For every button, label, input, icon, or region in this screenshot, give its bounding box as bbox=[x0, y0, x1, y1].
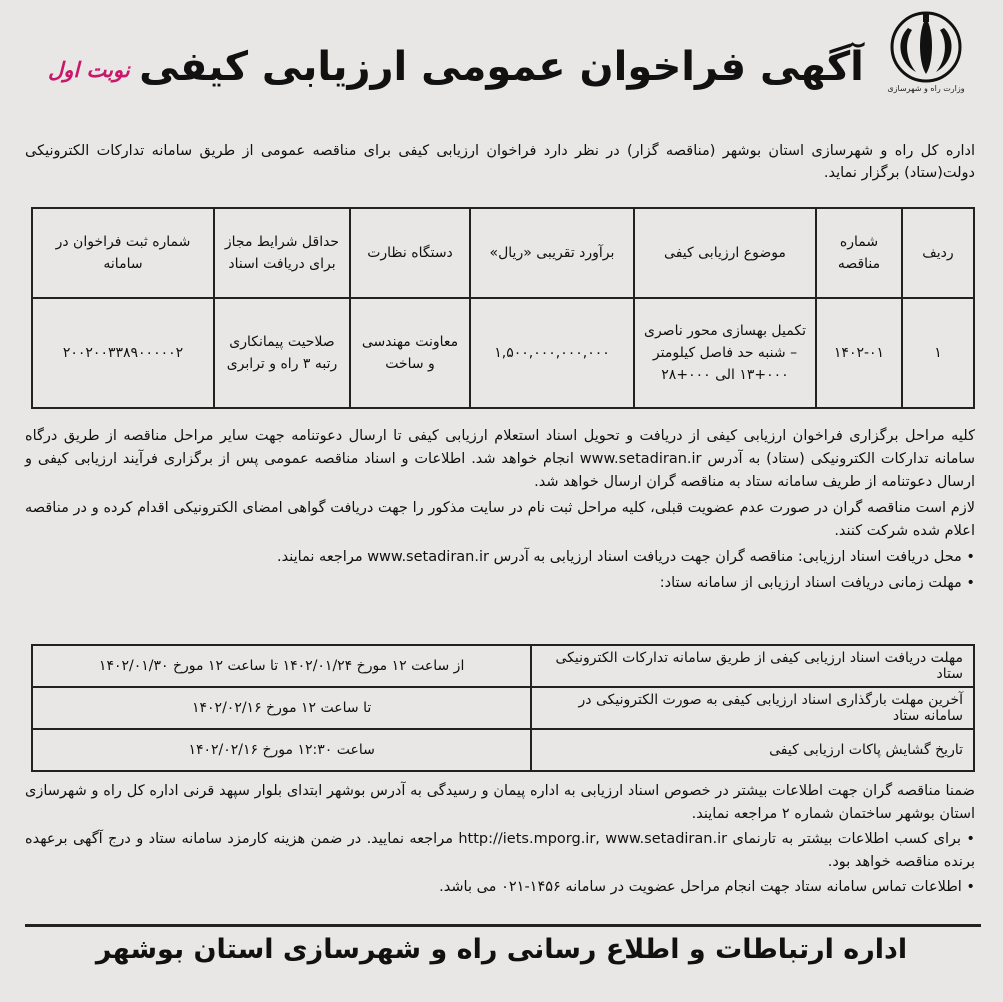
procedure-paragraph: کلیه مراحل برگزاری فراخوان ارزیابی کیفی از دریافت و تحویل اسناد استعلام ارزیابی کیفی تا ارسال دعوتنامه جهت سایر مراحل مناقصه از طریق درگاه سامانه تدارکات الکترونیکی (ستاد) به آدرس www.setadiran.ir انجام خواهد شد. اطلاعات و اسناد مناقصه عمومی پس از برگزاری فرآیند ارزیابی کیفی و ارسال دعوتنامه از طریف سامانه ستاد به مناقصه گران ارسال خواهد شد. bbox=[25, 428, 975, 490]
logo-caption: وزارت راه و شهرسازی bbox=[887, 84, 965, 93]
dates-table bbox=[31, 644, 975, 772]
date-label: آخرین مهلت بارگذاری اسناد ارزیابی کیفی به صورت الکترونیکی در سامانه ستاد bbox=[531, 687, 974, 729]
header-min-requirement: حداقل شرایط مجاز برای دریافت اسناد bbox=[214, 208, 350, 298]
contact-address-paragraph: ضمنا مناقصه گران جهت اطلاعات بیشتر در خصوص اسناد ارزیابی به اداره پیمان و رسیدگی به آدرس بوشهر ابتدای بلوار سپهد قرنی اداره کل راه و شهرسازی استان بوشهر ساختمان شماره ۲ مراجعه نمایند. bbox=[25, 783, 975, 822]
footer-text bbox=[25, 780, 975, 901]
table-row bbox=[32, 645, 974, 687]
cell-registration-number: ۲۰۰۲۰۰۳۳۸۹۰۰۰۰۰۲ bbox=[32, 298, 214, 408]
header-supervisor: دستگاه نظارت bbox=[350, 208, 470, 298]
date-label: مهلت دریافت اسناد ارزیابی کیفی از طریق سامانه تدارکات الکترونیکی ستاد bbox=[531, 645, 974, 687]
cell-tender-number: ۱۴۰۲-۰۱ bbox=[816, 298, 902, 408]
more-info-bullet: • برای کسب اطلاعات بیشتر به تارنمای http://iets.mporg.ir, www.setadiran.ir مراجعه نمایید. در ضمن هزینه کارمزد سامانه ستاد و درج آگهی برعهده برنده مناقصه خواهد بود. bbox=[25, 828, 975, 874]
date-value: ساعت ۱۲:۳۰ مورخ ۱۴۰۲/۰۲/۱۶ bbox=[32, 729, 531, 771]
documents-location-bullet: • محل دریافت اسناد ارزیابی: مناقصه گران جهت دریافت اسناد ارزیابی به آدرس www.setadiran.ir مراجعه نمایند. bbox=[25, 546, 975, 569]
registration-paragraph: لازم است مناقصه گران در صورت عدم عضویت قبلی، کلیه مراحل ثبت نام در سایت مذکور را جهت دریافت گواهی امضای الکترونیکی اقدام کرده و در مناقصه اعلام شده شرکت کنند. bbox=[25, 500, 975, 539]
date-value: تا ساعت ۱۲ مورخ ۱۴۰۲/۰۲/۱۶ bbox=[32, 687, 531, 729]
date-value: از ساعت ۱۲ مورخ ۱۴۰۲/۰۱/۲۴ تا ساعت ۱۲ مورخ ۱۴۰۲/۰۱/۳۰ bbox=[32, 645, 531, 687]
documents-deadline-bullet: • مهلت زمانی دریافت اسناد ارزیابی از سامانه ستاد: bbox=[25, 572, 975, 595]
intro-paragraph: اداره کل راه و شهرسازی استان بوشهر (مناقصه گزار) در نظر دارد فراخوان ارزیابی کیفی برای مناقصه عمومی از طریق سامانه تدارکات الکترونیکی دولت(ستاد) برگزار نماید. bbox=[25, 143, 975, 181]
tender-table bbox=[31, 207, 975, 409]
header-estimate: برآورد تقریبی «ریال» bbox=[470, 208, 634, 298]
date-label: تاریخ گشایش پاکات ارزیابی کیفی bbox=[531, 729, 974, 771]
notice-title: آگهی فراخوان عمومی ارزیابی کیفی bbox=[139, 44, 864, 90]
header-subject: موضوع ارزیابی کیفی bbox=[634, 208, 816, 298]
footer-divider bbox=[25, 924, 981, 927]
support-phone-bullet: • اطلاعات تماس سامانه ستاد جهت انجام مراحل عضویت در سامانه ۱۴۵۶-۰۲۱ می باشد. bbox=[25, 876, 975, 899]
cell-row-number: ۱ bbox=[902, 298, 974, 408]
cell-min-requirement: صلاحیت پیمانکاری رتبه ۳ راه و ترابری bbox=[214, 298, 350, 408]
header-tender-number: شماره مناقصه bbox=[816, 208, 902, 298]
tender-table-header bbox=[32, 208, 974, 298]
first-publication-badge: نوبت اول bbox=[48, 58, 130, 82]
cell-estimate: ۱,۵۰۰,۰۰۰,۰۰۰,۰۰۰ bbox=[470, 298, 634, 408]
cell-subject: تکمیل بهسازی محور ناصری – شنبه حد فاصل کیلومتر ۰۰۰+۱۳ الی ۰۰۰+۲۸ bbox=[634, 298, 816, 408]
table-row bbox=[32, 687, 974, 729]
header-row-number: ردیف bbox=[902, 208, 974, 298]
cell-supervisor: معاونت مهندسی و ساخت bbox=[350, 298, 470, 408]
body-text bbox=[25, 425, 975, 598]
header-registration-number: شماره ثبت فراخوان در سامانه bbox=[32, 208, 214, 298]
publisher-banner: اداره ارتباطات و اطلاع رسانی راه و شهرسازی استان بوشهر bbox=[95, 934, 908, 965]
table-row bbox=[32, 729, 974, 771]
table-row bbox=[32, 298, 974, 408]
